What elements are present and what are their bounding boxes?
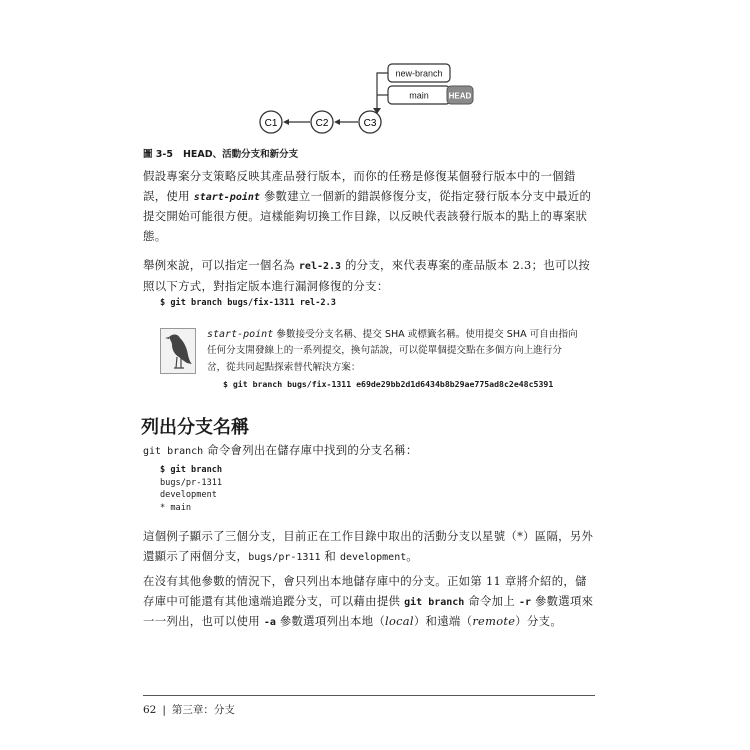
commit-c3-label: C3 [363, 118, 377, 129]
c3-to-c2-arrowhead [334, 119, 340, 125]
footer-separator: | [162, 704, 166, 716]
paragraph-example [143, 256, 597, 296]
paragraph4-text-before: 這個例子顯示了三個分支，目前正在工作目錄中取出的活動分支以星號（*）區隔，另外還顯示了兩個分支， [143, 529, 594, 563]
paragraph5-text2: 命令加上 [464, 593, 519, 608]
git-branch-code: git branch [143, 446, 204, 457]
paragraph1-text-before: 假設專案分支策略反映其產品發行版本，而你的任務是修復某個發行版本中的一個錯誤，使用 [143, 169, 576, 203]
figure-caption-text: HEAD、活動分支和新分支 [182, 149, 299, 160]
paragraph-start-point [143, 167, 597, 246]
paragraph5-text4: 參數選項列出本地（ [275, 614, 386, 628]
chapter-title: 第三章：分支 [171, 704, 235, 716]
commit-c2-label: C2 [315, 118, 329, 129]
figure-number: 圖 3-5 [143, 149, 173, 160]
branch-pointer-lines [373, 73, 388, 114]
paragraph5-text5: ）和遠端（ [413, 614, 473, 628]
code-listing-line: * main [160, 502, 192, 513]
page-number: 62 [143, 704, 157, 716]
head-label: HEAD [448, 91, 472, 101]
development-code: development [340, 551, 407, 563]
code-listing [160, 464, 222, 514]
new-branch-label: new-branch [395, 68, 443, 79]
note-body: 參數接受分支名稱、提交 SHA 或標籤名稱。使用提交 SHA 可自由指向任何分支開發線上的一系列提交，換句話說，可以從單個提交點在多個方向上進行分岔，從共同起點探索替代解決方案： [207, 329, 578, 373]
paragraph-explanation [143, 527, 597, 567]
paragraph5-text1: 在沒有其他參數的情況下，會只列出本地儲存庫中的分支。正如第 11 章將介紹的，儲存庫中可能還有其他遠端追蹤分支，可以藉由提供 [143, 574, 587, 608]
local-term: local [385, 614, 414, 628]
rel-code: rel-2.3 [298, 261, 342, 272]
paragraph2-text-after: 的分支，來代表專案的產品版本 2.3；也可以按照以下方式，對指定版本進行漏洞修復的分支： [143, 258, 591, 293]
paragraph4-text-after: 。 [406, 548, 418, 563]
command-fix-branch: $ git branch bugs/fix-1311 rel-2.3 [160, 298, 336, 308]
note-text [207, 327, 579, 376]
code-listing-line: development [160, 490, 217, 501]
code-listing-command: $ git branch [160, 465, 223, 475]
bird-note-icon [160, 328, 196, 374]
note-command: $ git branch bugs/fix-1311 e69de29bb2d1d6434b8b29ae775ad8c2e48c5391 [223, 379, 554, 389]
new-branch-pointer [377, 73, 388, 108]
branch-diagram [250, 62, 480, 142]
a-option-code: -a [263, 617, 276, 628]
remote-term: remote [472, 614, 516, 628]
paragraph3-text: 命令會列出在儲存庫中找到的分支名稱： [203, 443, 418, 457]
paragraph1-text-after: 參數建立一個新的錯誤修復分支，從指定發行版本分支中最近的提交開始可能很方便。這樣能夠切換工作目錄，以反映代表該發行版本的點上的專案狀態。 [143, 188, 592, 243]
r-option-code: -r [518, 596, 531, 608]
footer-divider [143, 695, 595, 696]
start-point-code: start-point [193, 191, 260, 203]
paragraph-git-branch [143, 441, 597, 462]
figure-caption [143, 146, 298, 160]
branch-labels [388, 64, 473, 104]
note-start-point-code: start-point [207, 329, 274, 340]
bugs-pr-code: bugs/pr-1311 [248, 551, 321, 563]
paragraph4-text-mid: 和 [320, 548, 341, 563]
commit-c1-label: C1 [264, 118, 278, 129]
paragraph5-text3: 參數選項來一一列出，也可以使用 [143, 593, 594, 628]
section-heading: 列出分支名稱 [141, 417, 249, 438]
git-branch-code-2: git branch [404, 596, 465, 608]
page-footer [143, 702, 235, 717]
code-listing-line: bugs/pr-1311 [160, 477, 223, 488]
paragraph2-text-before: 舉例來說，可以指定一個名為 [143, 258, 299, 272]
paragraph-remote-branches [143, 572, 597, 633]
main-branch-label: main [409, 90, 429, 101]
paragraph5-text6: ）分支。 [515, 614, 563, 628]
commit-nodes [260, 111, 381, 133]
c2-to-c1-arrowhead [283, 119, 289, 125]
